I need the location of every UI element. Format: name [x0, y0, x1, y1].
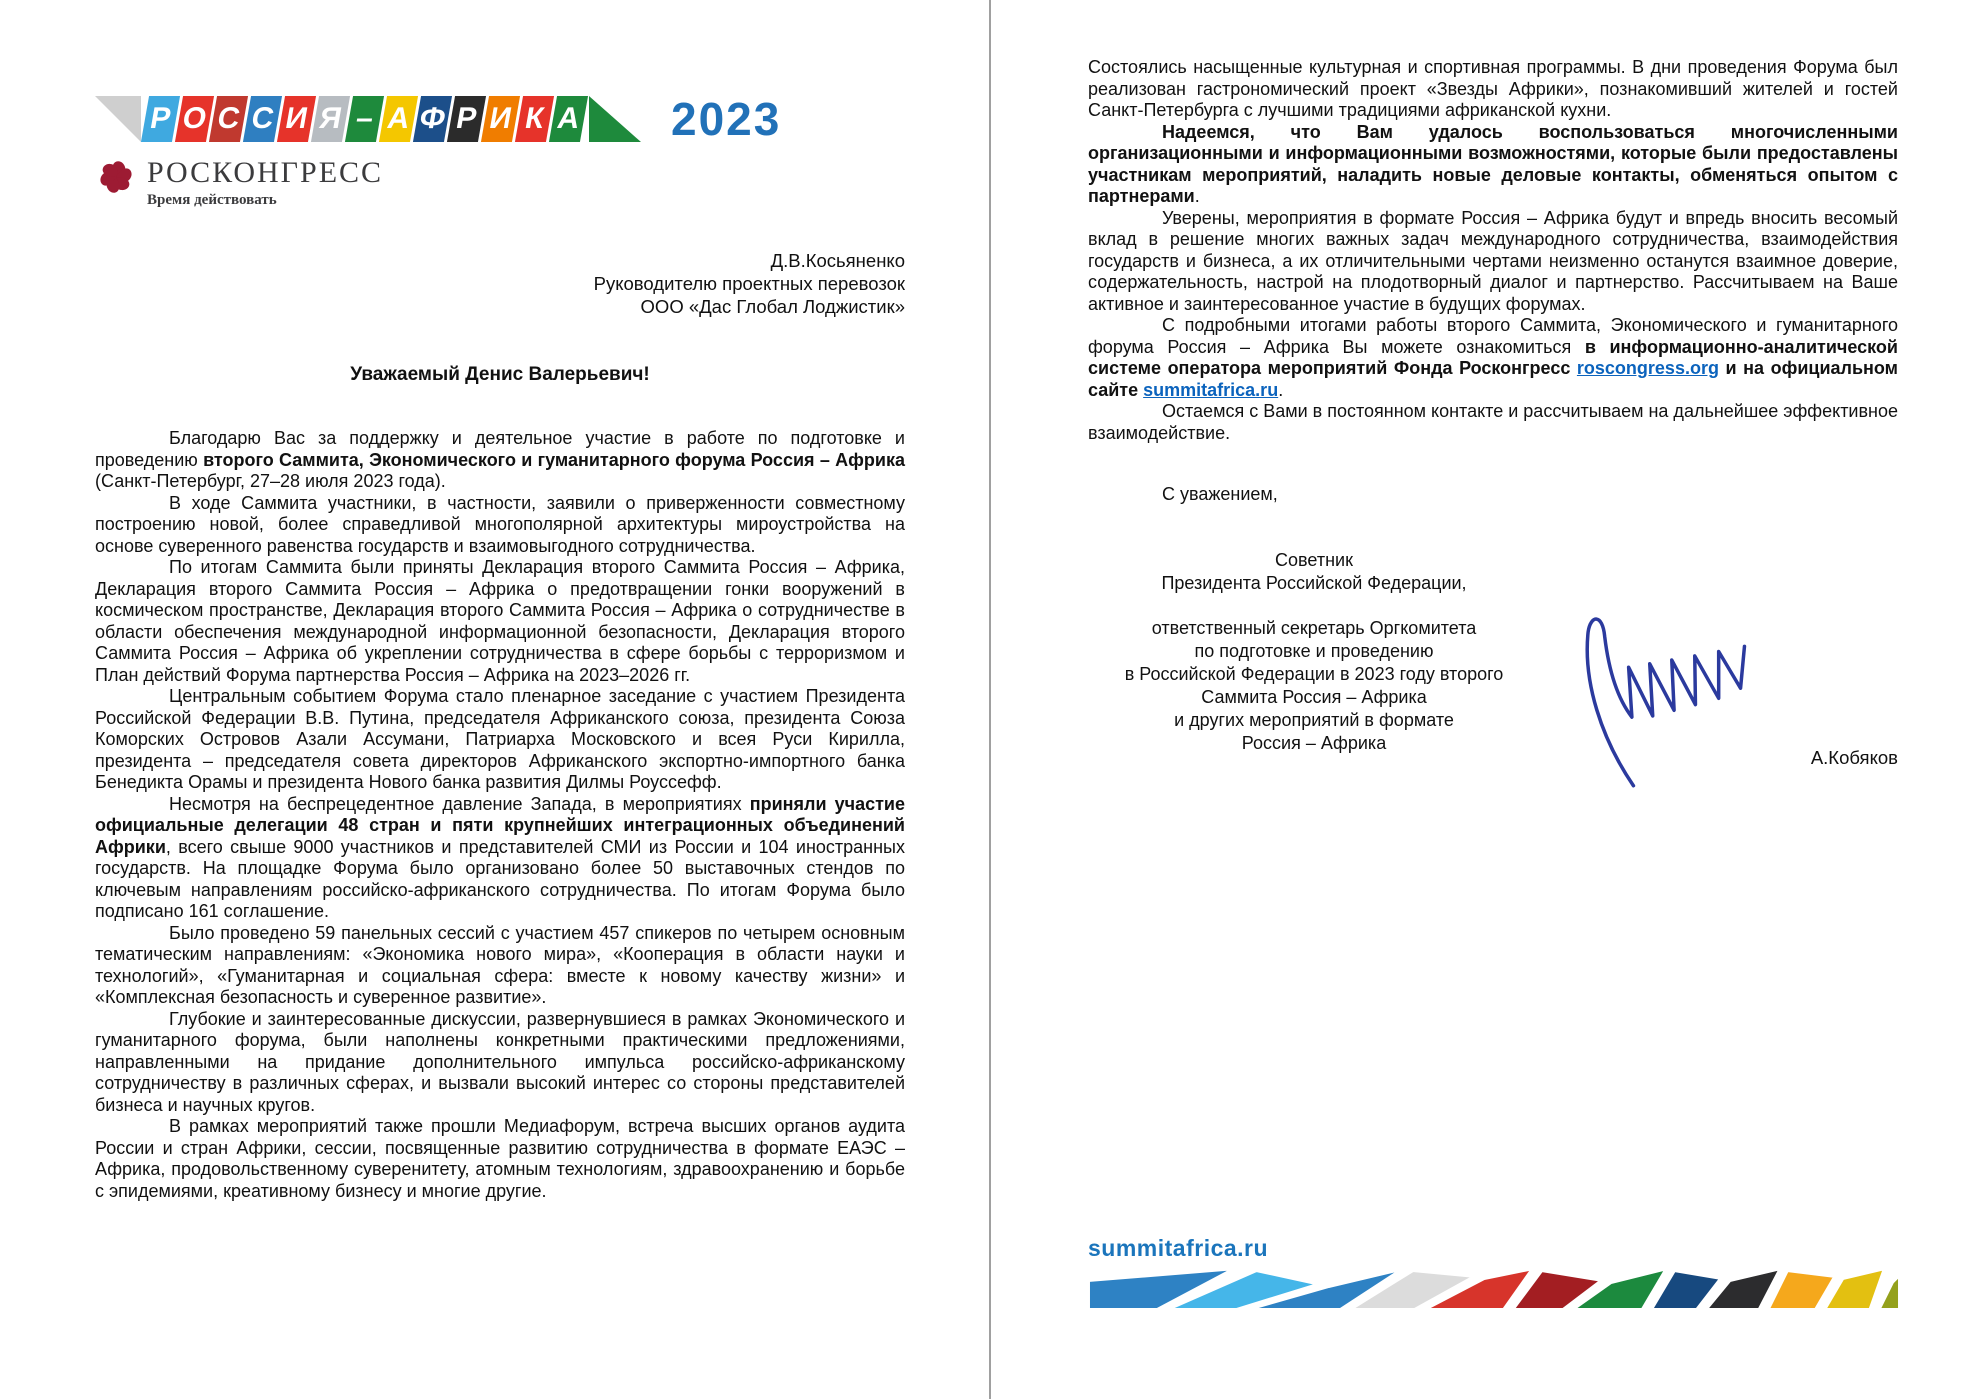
text-run: и на официальном сайте: [1088, 358, 1898, 400]
text-run: Благодарю Вас за поддержку и деятельное участие в работе по подготовке и проведению: [95, 428, 905, 470]
salutation: Уважаемый Денис Валерьевич!: [350, 364, 650, 385]
roscongress-wordmark: РОСКОНГРЕСС: [147, 156, 384, 189]
logo-letter-tile: –: [345, 96, 384, 142]
text-run: Было проведено 59 панельных сессий с участием 457 спикеров по четырем основным тематическим направлениям: «Экономика нового мира», «Кооперация в области науки и технологий», «Гуманитарная и социальная сфера: вместе к новому качеству жизни» и «Комплексная безопасность и суверенное развитие».: [95, 922, 905, 1007]
body-paragraph: [95, 428, 905, 493]
text-run: , всего свыше 9000 участников и представителей СМИ из России и 104 иностранных государств. На площадке Форума было организовано более 50 выставочных стендов по ключевым направлениям российско-африканского сотрудничества. По итогам Форума было подписано 161 соглашение.: [95, 836, 905, 921]
text-run: Глубокие и заинтересованные дискуссии, развернувшиеся в рамках Экономического и гуманитарного форума, были наполнены конкретными практическими предложениями, направленными на придание дополнительного импульса российско-африканскому сотрудничеству в различных сферах, и вызвали высокий интерес со стороны представителей бизнеса и научных кругов.: [95, 1008, 905, 1115]
body-paragraph: [95, 1116, 905, 1202]
signature-area: [1088, 549, 1898, 779]
closing-line: С уважением,: [1162, 484, 1278, 504]
roscongress-tagline: Время действовать: [147, 192, 277, 208]
page2-footer: [1088, 1235, 1900, 1310]
russia-africa-logo: [95, 92, 905, 146]
logo-year: 2023: [671, 93, 782, 145]
roscongress-logo: [95, 156, 905, 209]
text-run: Остаемся с Вами в постоянном контакте и рассчитываем на дальнейшее эффективное взаимодействие.: [1088, 401, 1899, 443]
logo-letter-tile: Я: [311, 96, 350, 142]
body-paragraph: [95, 493, 905, 558]
logo-letter-tile: С: [243, 96, 282, 142]
logo-letter-tile: Р: [447, 96, 486, 142]
logo-letter-tile: И: [277, 96, 316, 142]
body-paragraph: [95, 1009, 905, 1117]
page2-body: [1088, 57, 1898, 444]
text-run: В рамках мероприятий также прошли Медиафорум, встреча высших органов аудита России и стран Африки, сессии, посвященные развитию сотрудничества в формате ЕАЭС – Африка, продовольственному суверенитету, атомным технологиям, здравоохранению и борьбе с эпидемиями, креативному бизнесу и многие другие.: [95, 1116, 905, 1201]
text-run: приняли участие официальные делегации 48 стран и пяти крупнейших интеграционных объединений Африки: [95, 793, 905, 857]
body-paragraph: [95, 686, 905, 794]
logo-letter-tile: К: [515, 96, 554, 142]
roscongress-pinwheel-icon: [95, 156, 137, 198]
text-run: В ходе Саммита участники, в частности, заявили о приверженности совместному построению новой, более справедливой многополярной архитектуры мироустройства на основе суверенного равенства государств и взаимовыгодного сотрудничества.: [95, 492, 905, 556]
hyperlink[interactable]: roscongress.org: [1576, 358, 1719, 378]
text-run: в информационно-аналитической системе оператора мероприятий Фонда Росконгресс: [1088, 336, 1898, 378]
logo-letter-tile: И: [481, 96, 520, 142]
body-paragraph: [95, 794, 905, 923]
addressee-line: ООО «Дас Глобал Лоджистик»: [640, 296, 905, 317]
logo-letter-tile: Р: [141, 96, 180, 142]
signer-title-line: Россия – Африка: [1241, 733, 1387, 753]
page-1: [0, 0, 989, 1399]
logo-letter-tile: Ф: [413, 96, 452, 142]
signer-name: А.Кобяков: [1810, 747, 1898, 768]
text-run: С подробными итогами работы второго Саммита, Экономического и гуманитарного форума Россия – Африка Вы можете ознакомиться: [1088, 315, 1898, 357]
signer-title-line: ответственный секретарь Оргкомитета: [1151, 618, 1477, 638]
body-paragraph: [1088, 208, 1898, 316]
body-paragraph: [1088, 122, 1898, 208]
logo-letter-tile: О: [175, 96, 214, 142]
text-run: Состоялись насыщенные культурная и спортивная программы. В дни проведения Форума был реализован гастрономический проект «Звезды Африки», познакомивший жителей и гостей Санкт-Петербурга с лучшими традициями африканской кухни.: [1088, 57, 1898, 120]
addressee-block: [95, 249, 905, 318]
footer-site-url: summitafrica.ru: [1088, 1235, 1269, 1261]
signer-title-block-1: [1088, 549, 1540, 595]
signer-title-line: Президента Российской Федерации,: [1161, 573, 1467, 593]
body-paragraph: [95, 923, 905, 1009]
logo-letter-tile: А: [549, 96, 588, 142]
text-run: Центральным событием Форума стало пленарное заседание с участием Президента Российской Федерации В.В. Путина, председателя Африканского союза, президента Союза Коморских Островов Азали Ассумани, Патриарха Московского и всея Руси Кирилла, президента – председателя совета директоров Африканского экспортно-импортного банка Бенедикта Орамы и президента Нового банка развития Дилмы Роуссефф.: [95, 686, 905, 792]
addressee-line: Руководителю проектных перевозок: [593, 273, 905, 294]
signer-title-line: и других мероприятий в формате: [1174, 710, 1454, 730]
page1-body: [95, 428, 905, 1202]
body-paragraph: [1088, 315, 1898, 401]
hyperlink[interactable]: summitafrica.ru: [1143, 379, 1279, 400]
footer-mosaic-strip: [1088, 1268, 1900, 1310]
signer-title-block-2: [1088, 617, 1540, 755]
body-paragraph: [95, 557, 905, 686]
text-run: Несмотря на беспрецедентное давление Запада, в мероприятиях: [169, 793, 750, 814]
text-run: По итогам Саммита были приняты Декларация второго Саммита Россия – Африка, Декларация второго Саммита Россия – Африка о предотвращении гонки вооружений в космическом пространстве, Декларация второго Саммита Россия – Африка о сотрудничестве в области обеспечения международной информационной безопасности, Декларация второго Саммита Россия – Африка об укреплении сотрудничества в сфере борьбы с терроризмом и План действий Форума партнерства Россия – Африка на 2023–2026 гг.: [95, 557, 905, 685]
logo-lead-wedge-icon: [95, 96, 141, 142]
body-paragraph: [1088, 57, 1898, 122]
text-run: .: [1194, 186, 1200, 206]
logo-tail-wedge-icon: [589, 96, 641, 142]
text-run: .: [1278, 379, 1284, 400]
logo-mosaic: [95, 96, 641, 142]
text-run: второго Саммита, Экономического и гуманитарного форума Россия – Африка: [203, 449, 905, 470]
signature-scribble: [1556, 557, 1806, 767]
logo-letter-tiles: [145, 96, 587, 142]
signer-title-line: Советник: [1275, 550, 1353, 570]
signer-title-line: Саммита Россия – Африка: [1201, 687, 1427, 707]
text-run: Уверены, мероприятия в формате Россия – Африка будут и впредь вносить весомый вклад в решение многих важных задач международного сотрудничества, взаимодействия государств и бизнеса, а их отличительными чертами неизменно останутся взаимное доверие, содержательность, настрой на плодотворный диалог и партнерство. Рассчитываем на Ваше активное и заинтересованное участие в будущих форумах.: [1088, 207, 1898, 314]
logo-letter-tile: С: [209, 96, 248, 142]
body-paragraph: [1088, 401, 1898, 444]
signer-title-line: по подготовке и проведению: [1194, 641, 1434, 661]
text-run: Надеемся, что Вам удалось воспользоваться многочисленными организационными и информационными возможностями, которые были предоставлены участникам мероприятий, наладить новые деловые контакты, обменяться опытом с партнерами: [1088, 121, 1898, 206]
signer-title-line: в Российской Федерации в 2023 году второго: [1124, 664, 1504, 684]
logo-letter-tile: А: [379, 96, 418, 142]
page-2: [991, 0, 1980, 1399]
addressee-line: Д.В.Косьяненко: [770, 250, 905, 271]
text-run: (Санкт-Петербург, 27–28 июля 2023 года).: [95, 471, 446, 491]
